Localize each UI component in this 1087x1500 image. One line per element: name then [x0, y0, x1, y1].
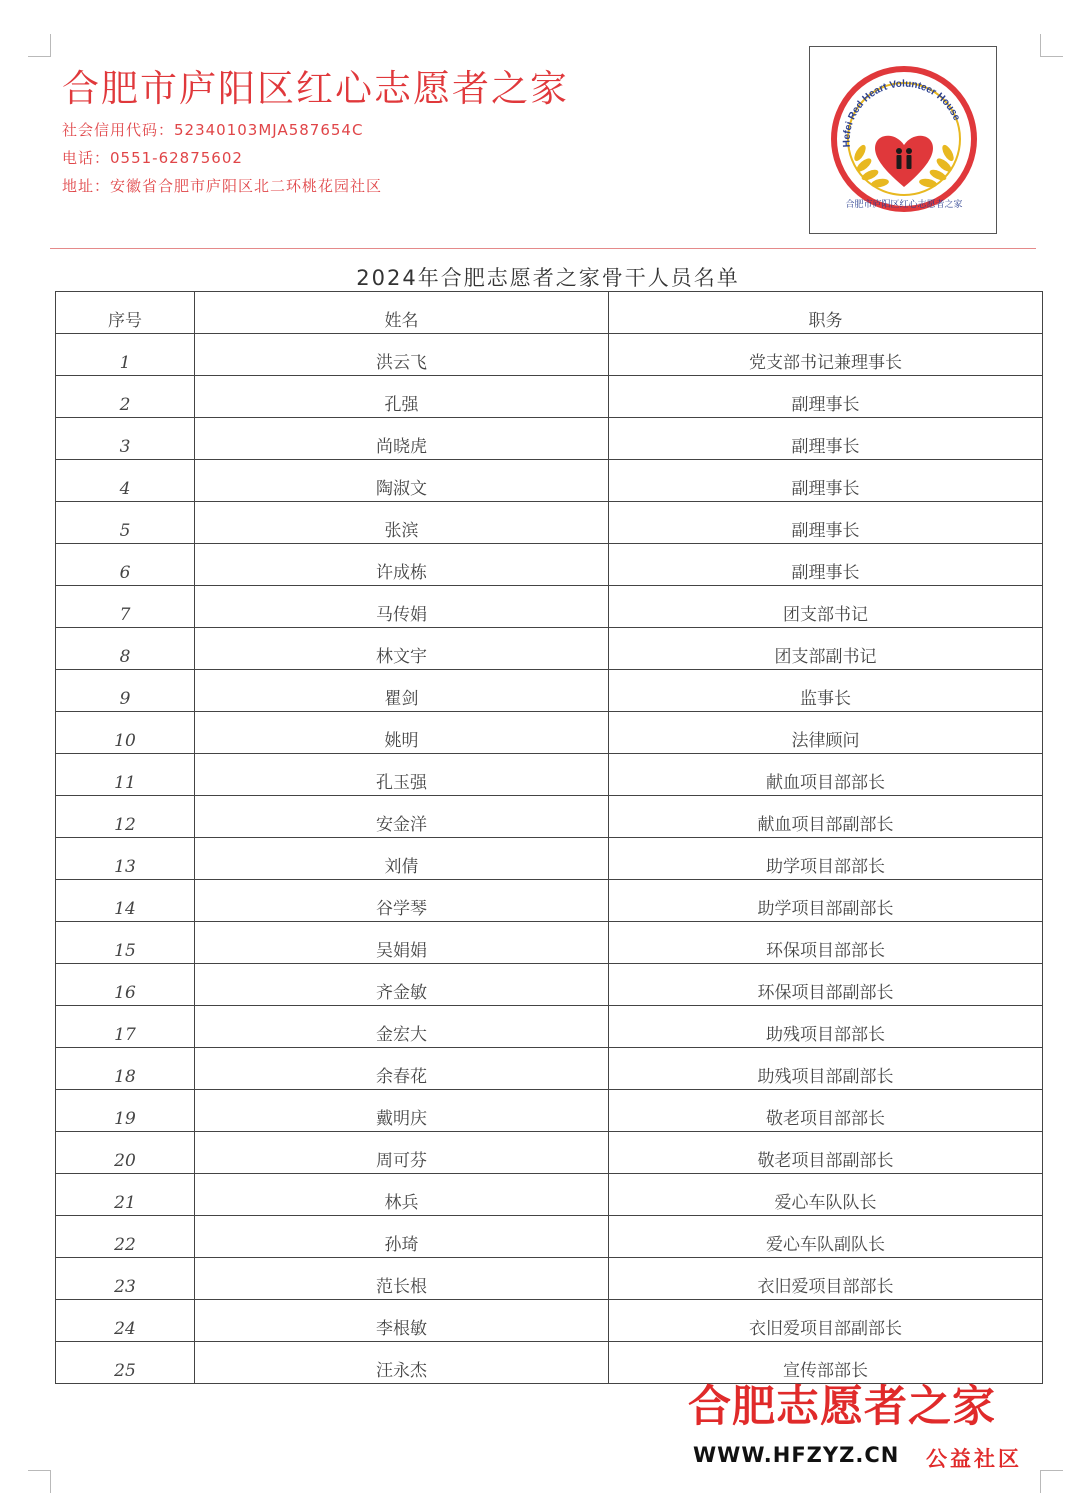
- row-index: 21: [56, 1174, 195, 1216]
- table-row: [56, 376, 1043, 418]
- table-row: [56, 1132, 1043, 1174]
- row-index: 12: [56, 796, 195, 838]
- table-row: [56, 964, 1043, 1006]
- table-row: [56, 586, 1043, 628]
- row-index: 18: [56, 1048, 195, 1090]
- watermark-tagline: 公益社区: [926, 1447, 1022, 1471]
- header-index: 序号: [56, 292, 195, 334]
- row-position: 助残项目部部长: [609, 1006, 1043, 1048]
- table-row: [56, 1006, 1043, 1048]
- row-name: 刘倩: [195, 838, 609, 880]
- crop-mark-bottom-left: [28, 1470, 51, 1493]
- org-title: 合肥市庐阳区红心志愿者之家: [62, 67, 569, 110]
- address: 地址：安徽省合肥市庐阳区北二环桃花园社区: [62, 177, 383, 195]
- row-index: 2: [56, 376, 195, 418]
- table-row: [56, 1258, 1043, 1300]
- row-name: 谷学琴: [195, 880, 609, 922]
- header-position: 职务: [609, 292, 1043, 334]
- roster-table: [55, 291, 1043, 1384]
- table-row: [56, 1300, 1043, 1342]
- row-position: 爱心车队队长: [609, 1174, 1043, 1216]
- table-row: [56, 628, 1043, 670]
- table-row: [56, 922, 1043, 964]
- row-name: 范长根: [195, 1258, 609, 1300]
- row-name: 金宏大: [195, 1006, 609, 1048]
- header-divider: [50, 248, 1036, 249]
- row-name: 周可芬: [195, 1132, 609, 1174]
- row-index: 6: [56, 544, 195, 586]
- row-position: 团支部书记: [609, 586, 1043, 628]
- row-position: 宣传部部长: [609, 1342, 1043, 1384]
- table-row: [56, 1216, 1043, 1258]
- row-position: 副理事长: [609, 460, 1043, 502]
- row-index: 25: [56, 1342, 195, 1384]
- row-position: 监事长: [609, 670, 1043, 712]
- row-position: 助残项目部副部长: [609, 1048, 1043, 1090]
- table-row: [56, 502, 1043, 544]
- row-position: 衣旧爱项目部副部长: [609, 1300, 1043, 1342]
- row-position: 助学项目部副部长: [609, 880, 1043, 922]
- logo-bottom-text: 合肥市庐阳区红心志愿者之家: [845, 200, 963, 210]
- row-name: 孔玉强: [195, 754, 609, 796]
- row-index: 1: [56, 334, 195, 376]
- row-name: 林文宇: [195, 628, 609, 670]
- row-index: 5: [56, 502, 195, 544]
- row-position: 环保项目部部长: [609, 922, 1043, 964]
- row-index: 24: [56, 1300, 195, 1342]
- row-name: 孙琦: [195, 1216, 609, 1258]
- table-row: [56, 796, 1043, 838]
- row-index: 14: [56, 880, 195, 922]
- row-index: 22: [56, 1216, 195, 1258]
- row-index: 11: [56, 754, 195, 796]
- crop-mark-bottom-right: [1040, 1470, 1063, 1493]
- row-position: 副理事长: [609, 502, 1043, 544]
- row-position: 法律顾问: [609, 712, 1043, 754]
- row-name: 吴娟娟: [195, 922, 609, 964]
- row-index: 13: [56, 838, 195, 880]
- row-index: 4: [56, 460, 195, 502]
- row-position: 献血项目部部长: [609, 754, 1043, 796]
- row-index: 17: [56, 1006, 195, 1048]
- table-row: [56, 544, 1043, 586]
- row-index: 8: [56, 628, 195, 670]
- table-row: [56, 418, 1043, 460]
- credit-code: 社会信用代码：52340103MJA587654C: [62, 121, 364, 139]
- row-index: 7: [56, 586, 195, 628]
- row-position: 副理事长: [609, 376, 1043, 418]
- row-position: 团支部副书记: [609, 628, 1043, 670]
- table-row: [56, 460, 1043, 502]
- crop-mark-top-left: [28, 34, 51, 57]
- row-position: 衣旧爱项目部部长: [609, 1258, 1043, 1300]
- row-position: 副理事长: [609, 418, 1043, 460]
- row-name: 孔强: [195, 376, 609, 418]
- org-logo: [809, 46, 997, 234]
- row-name: 戴明庆: [195, 1090, 609, 1132]
- row-position: 敬老项目部部长: [609, 1090, 1043, 1132]
- row-name: 安金洋: [195, 796, 609, 838]
- row-index: 3: [56, 418, 195, 460]
- row-name: 许成栋: [195, 544, 609, 586]
- row-name: 林兵: [195, 1174, 609, 1216]
- row-position: 副理事长: [609, 544, 1043, 586]
- row-position: 敬老项目部副部长: [609, 1132, 1043, 1174]
- table-row: [56, 1090, 1043, 1132]
- row-name: 洪云飞: [195, 334, 609, 376]
- row-position: 爱心车队副队长: [609, 1216, 1043, 1258]
- watermark-url: WWW.HFZYZ.CN: [693, 1443, 900, 1467]
- row-index: 20: [56, 1132, 195, 1174]
- row-index: 19: [56, 1090, 195, 1132]
- row-name: 汪永杰: [195, 1342, 609, 1384]
- row-position: 献血项目部副部长: [609, 796, 1043, 838]
- table-row: [56, 1174, 1043, 1216]
- row-name: 姚明: [195, 712, 609, 754]
- logo-arc-text: Hefei Red Heart Volunteer House: [841, 78, 962, 148]
- row-position: 环保项目部副部长: [609, 964, 1043, 1006]
- table-row: [56, 712, 1043, 754]
- row-name: 马传娟: [195, 586, 609, 628]
- row-index: 15: [56, 922, 195, 964]
- row-position: 助学项目部部长: [609, 838, 1043, 880]
- table-row: [56, 754, 1043, 796]
- row-index: 16: [56, 964, 195, 1006]
- row-name: 瞿剑: [195, 670, 609, 712]
- row-name: 余春花: [195, 1048, 609, 1090]
- table-row: [56, 838, 1043, 880]
- table-row: [56, 670, 1043, 712]
- table-row: [56, 1048, 1043, 1090]
- table-row: [56, 334, 1043, 376]
- row-index: 23: [56, 1258, 195, 1300]
- row-name: 陶淑文: [195, 460, 609, 502]
- row-index: 9: [56, 670, 195, 712]
- phone: 电话：0551-62875602: [62, 149, 243, 167]
- document-title: 2024年合肥志愿者之家骨干人员名单: [356, 266, 740, 290]
- table-row: [56, 880, 1043, 922]
- row-name: 李根敏: [195, 1300, 609, 1342]
- row-index: 10: [56, 712, 195, 754]
- table-header-row: [56, 292, 1043, 334]
- header-name: 姓名: [195, 292, 609, 334]
- crop-mark-top-right: [1040, 34, 1063, 57]
- row-name: 张滨: [195, 502, 609, 544]
- watermark-brand: 合肥志愿者之家: [688, 1382, 996, 1432]
- row-name: 尚晓虎: [195, 418, 609, 460]
- row-position: 党支部书记兼理事长: [609, 334, 1043, 376]
- row-name: 齐金敏: [195, 964, 609, 1006]
